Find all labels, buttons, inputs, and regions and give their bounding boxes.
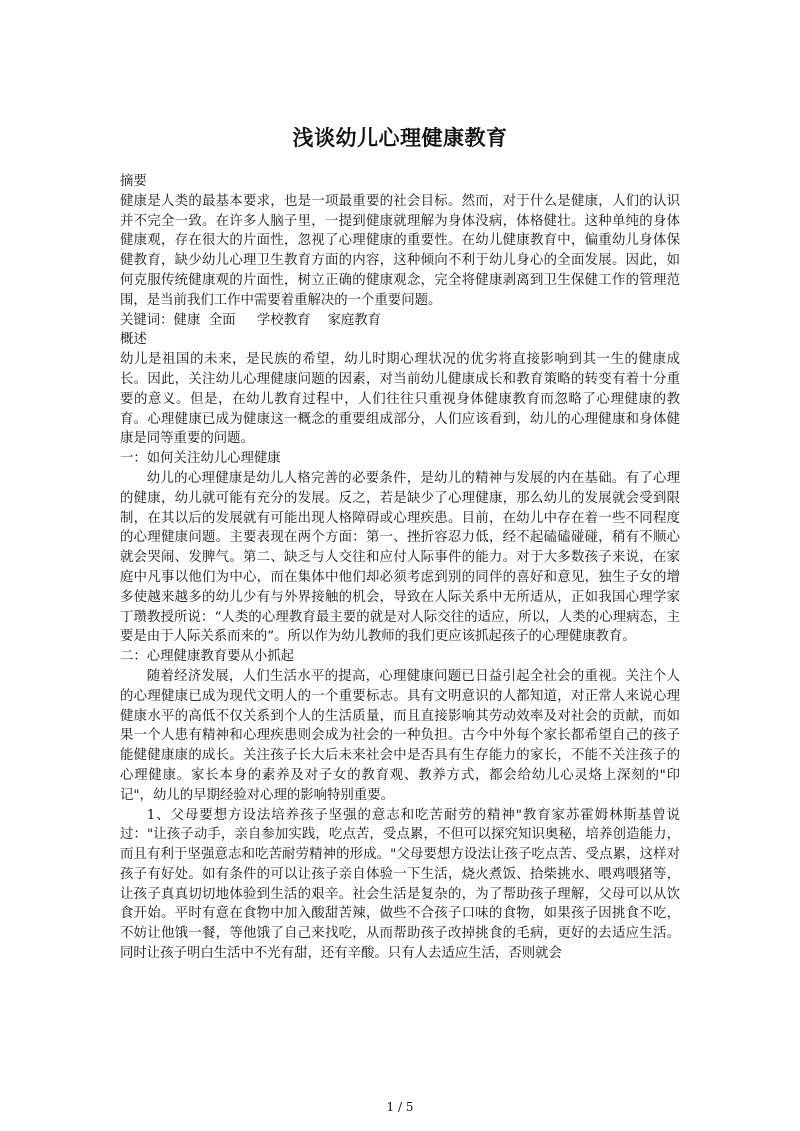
section-one-paragraph: 幼儿的心理健康是幼儿人格完善的必要条件，是幼儿的精神与发展的内在基础。有了心理的健康，幼儿就可能有充分的发展。反之，若是缺少了心理健康，那么幼儿的发展就会受到限制，在其以后的发展就有可能出现人格障碍或心理疾患。目前，在幼儿中存在着一些不同程度的心理健康问题。主要表现在两个方面：第一、挫折容忍力低，经不起磕磕碰碰，稍有不顺心就会哭闹、发脾气。第二、缺乏与人交往和应付人际事件的能力。对于大多数孩子来说，在家庭中凡事以他们为中心，而在集体中他们却必须考虑到别的同伴的喜好和意见，独生子女的增多使越来越多的幼儿少有与外界接触的机会，导致在人际关系中无所适从，正如我国心理学家丁瓒教授所说：“人类的心理教育最主要的就是对人际交往的适应，所以，人类的心理病态，主要是由于人际关系而来的”。所以作为幼儿教师的我们更应该抓起孩子的心理健康教育。 [120, 470, 680, 645]
section-one-heading: 一：如何关注幼儿心理健康 [120, 451, 281, 467]
section-two-paragraph: 随着经济发展，人们生活水平的提高，心理健康问题已日益引起全社会的重视。关注个人的心理健康已成为现代文明人的一个重要标志。具有文明意识的人都知道，对正常人来说心理健康水平的高低不仅关系到个人的生活质量，而且直接影响其劳动效率及对社会的贡献，而如果一个人患有精神和心理疾患则会成为社会的一种负担。古今中外每个家长都希望自己的孩子能健健康康的成长。关注孩子长大后未来社会中是否具有生存能力的家长，不能不关注孩子的心理健康。家长本身的素养及对子女的教育观、教养方式，都会给幼儿心灵烙上深刻的"印记"，幼儿的早期经验对心理的影响特别重要。 [120, 668, 680, 803]
abstract-paragraph: 健康是人类的最基本要求，也是一项最重要的社会目标。然而，对于什么是健康，人们的认识并不完全一致。在许多人脑子里，一提到健康就理解为身体没病，体格健壮。这种单纯的身体健康观，存在很大的片面性，忽视了心理健康的重要性。在幼儿健康教育中，偏重幼儿身体保健教育，缺少幼儿心理卫生教育方面的内容，这种倾向不利于幼儿身心的全面发展。因此，如何克服传统健康观的片面性，树立正确的健康观念，完全将健康剥离到卫生保健工作的管理范围，是当前我们工作中需要着重解决的一个重要问题。 [120, 193, 680, 308]
document-title: 浅谈幼儿心理健康教育 [292, 126, 508, 150]
section-two-heading: 二：心理健康教育要从小抓起 [120, 649, 295, 665]
abstract-heading: 摘要 [120, 174, 147, 189]
page-number: 1 / 5 [386, 1100, 414, 1114]
keywords-line: 关键词：健康 全面 学校教育 家庭教育 [120, 312, 382, 328]
overview-heading: 概述 [120, 332, 147, 348]
section-two-point-one-paragraph: 1、父母要想方设法培养孩子坚强的意志和吃苦耐劳的精神"教育家苏霍姆林斯基曾说过："让孩子动手，亲自参加实践，吃点苦，受点累，不但可以探究知识奥秘，培养创造能力，而且有利于坚强意志和吃苦耐劳精神的形成。"父母要想方设法让孩子吃点苦、受点累，这样对孩子有好处。如有条件的可以让孩子亲自体验一下生活，烧火煮饭、拾柴挑水、喂鸡喂猪等，让孩子真真切切地体验到生活的艰辛。社会生活是复杂的，为了帮助孩子理解，父母可以从饮食开始。平时有意在食物中加入酸甜苦辣，做些不合孩子口味的食物，如果孩子因挑食不吃，不妨让他饿一餐，等他饿了自己来找吃，从而帮助孩子改掉挑食的毛病，更好的去适应生活。同时让孩子明白生活中不光有甜，还有辛酸。只有人去适应生活，否则就会 [120, 807, 680, 962]
overview-paragraph: 幼儿是祖国的未来，是民族的希望，幼儿时期心理状况的优劣将直接影响到其一生的健康成长。因此，关注幼儿心理健康问题的因素，对当前幼儿健康成长和教育策略的转变有着十分重要的意义。但是，在幼儿教育过程中，人们往往只重视身体健康教育而忽略了心理健康的教育。心理健康已成为健康这一概念的重要组成部分，人们应该看到，幼儿的心理健康和身体健康是同等重要的问题。 [120, 352, 680, 447]
document-body [120, 172, 680, 964]
